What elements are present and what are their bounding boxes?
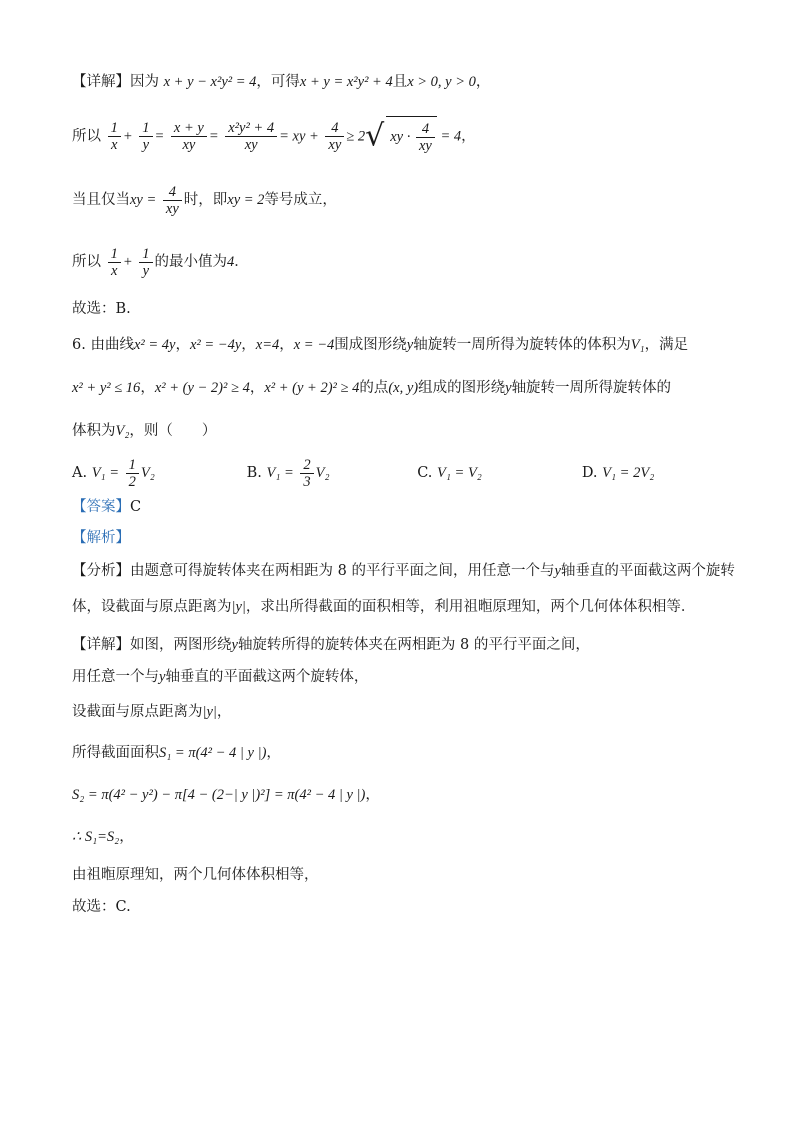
detail-tag: 【详解】 bbox=[72, 74, 130, 90]
text: ， bbox=[175, 337, 190, 353]
detail-line-5 bbox=[72, 784, 380, 806]
equation: x + y − x²y² = 4 bbox=[163, 74, 257, 90]
text: ，可得 bbox=[256, 74, 300, 90]
var: y bbox=[159, 669, 166, 685]
solution-line-4: 所以 $\frac{1}{x}$ + $\frac{1}{y}$ 的最小值为4． bbox=[72, 245, 249, 279]
option-b bbox=[247, 453, 413, 493]
text: 因为 bbox=[130, 74, 159, 90]
equation: x² + (y − 2)² ≥ 4 bbox=[154, 380, 250, 396]
equation: x > 0, y > 0 bbox=[407, 74, 476, 90]
answer-tag: 【答案】 bbox=[72, 499, 130, 515]
text: 如图，两图形绕 bbox=[130, 637, 232, 653]
fraction: $\frac{\text{x²y² + 4}}{xy}$ bbox=[225, 120, 277, 153]
equation: V₂ bbox=[140, 465, 155, 481]
options-row bbox=[72, 453, 732, 493]
text: ， bbox=[140, 380, 155, 396]
fraction: $\frac{1}{y}$ bbox=[139, 120, 152, 153]
analysis-tag bbox=[72, 527, 130, 549]
text: 用任意一个与 bbox=[72, 669, 159, 685]
equation: |y| bbox=[202, 704, 217, 720]
var: y bbox=[231, 637, 238, 653]
text: 的点 bbox=[359, 380, 389, 396]
text: 当且仅当 bbox=[72, 192, 130, 208]
text: 6. 由曲线 bbox=[72, 337, 134, 353]
option-a bbox=[72, 453, 242, 493]
text: 且 bbox=[392, 74, 408, 90]
var: y bbox=[406, 337, 414, 353]
text: 组成的图形绕 bbox=[418, 380, 506, 396]
fraction: $\frac{4}{xy}$ bbox=[325, 120, 344, 153]
equation: x + y = x²y² + 4 bbox=[299, 74, 393, 90]
equation: x=4 bbox=[255, 337, 280, 353]
fraction: $\frac{1}{x}$ bbox=[108, 246, 121, 279]
text: ，满足 bbox=[644, 337, 689, 353]
text: ， bbox=[365, 787, 380, 803]
fraction: $\frac{1}{2}$ bbox=[126, 457, 139, 490]
solution-line-3: 当且仅当xy = $\frac{4}{xy}$ 时，即xy = 2等号成立， bbox=[72, 183, 337, 217]
analysis-line-1 bbox=[72, 560, 735, 582]
answer-value: C bbox=[130, 499, 142, 515]
text: 轴垂直的平面截这两个旋转 bbox=[560, 563, 735, 579]
var: V₂ bbox=[115, 423, 130, 439]
option-d bbox=[582, 453, 654, 493]
choose-b: 故选：B. bbox=[72, 301, 131, 317]
fraction: $\frac{1}{x}$ bbox=[108, 120, 121, 153]
sqrt: xy · $\frac{4}{xy}$ bbox=[386, 116, 437, 157]
text: 轴旋转所得的旋转体夹在两相距为 8 的平行平面之间， bbox=[237, 637, 590, 653]
label: C. bbox=[417, 465, 433, 481]
equation: V₁ = 2V₂ bbox=[602, 465, 655, 481]
equation: x² = −4y bbox=[189, 337, 242, 353]
text: 体积为 bbox=[72, 423, 116, 439]
jiexi-tag: 【解析】 bbox=[72, 530, 130, 546]
equation: V₁ = V₂ bbox=[437, 465, 482, 481]
text: ， bbox=[216, 704, 232, 720]
detail-line-8: 故选：C. bbox=[72, 899, 131, 915]
text: ， bbox=[241, 337, 256, 353]
question-6-line-3 bbox=[72, 420, 216, 442]
text: 等号成立， bbox=[264, 192, 337, 208]
text: ， bbox=[279, 337, 294, 353]
var: y bbox=[505, 380, 512, 396]
fenxi-tag: 【分析】 bbox=[72, 563, 130, 579]
fraction: $\frac{x + y}{xy}$ bbox=[171, 120, 207, 153]
label: A. bbox=[72, 465, 88, 481]
text: ． bbox=[234, 254, 249, 270]
point: (x, y) bbox=[388, 380, 419, 396]
text: 轴垂直的平面截这两个旋转体， bbox=[165, 669, 369, 685]
text: 设截面与原点距离为 bbox=[72, 704, 203, 720]
detail-line-4 bbox=[72, 742, 281, 764]
detail-line-1 bbox=[72, 634, 590, 656]
fraction: $\frac{2}{3}$ bbox=[300, 457, 313, 490]
analysis-line-2 bbox=[72, 596, 695, 618]
equation: V₂ bbox=[315, 465, 330, 481]
equation: S₂ = π(4² − y²) − π[4 − (2−| y |)²] = π(4² − 4 | y |) bbox=[72, 787, 366, 803]
text: ，求出所得截面的面积相等，利用祖暅原理知，两个几何体体积相等． bbox=[245, 599, 696, 615]
question-6-line-2 bbox=[72, 377, 671, 399]
text: 轴旋转一周所得旋转体的 bbox=[511, 380, 672, 396]
text: 围成图形绕 bbox=[334, 337, 407, 353]
solution-line-1 bbox=[72, 71, 490, 93]
text: 所以 bbox=[72, 254, 101, 270]
text: ， bbox=[461, 128, 476, 145]
value: 4 bbox=[227, 254, 235, 270]
equation: x = −4 bbox=[293, 337, 335, 353]
label: D. bbox=[581, 465, 598, 481]
detail-line-6 bbox=[72, 826, 134, 848]
detail-line-3 bbox=[72, 701, 231, 723]
text: ， bbox=[266, 745, 281, 761]
text: 轴旋转一周所得为旋转体的体积为 bbox=[413, 337, 631, 353]
text: ， bbox=[119, 829, 134, 845]
var: V₁ bbox=[630, 337, 645, 353]
text: ， bbox=[249, 380, 265, 396]
equation: xy = 2 bbox=[227, 192, 265, 208]
equation: x² + (y + 2)² ≥ 4 bbox=[264, 380, 360, 396]
text: ， bbox=[475, 74, 491, 90]
question-6-line-1 bbox=[72, 334, 688, 356]
fraction: $\frac{4}{xy}$ bbox=[163, 184, 182, 217]
answer-line bbox=[72, 496, 141, 518]
equation: V₁ = bbox=[266, 465, 294, 481]
text: 所以 bbox=[72, 128, 101, 145]
label: B. bbox=[246, 465, 262, 481]
text: 的最小值为 bbox=[154, 254, 228, 270]
option-c bbox=[417, 453, 577, 493]
equation: x² = 4y bbox=[133, 337, 176, 353]
equation: ∴ S₁=S₂ bbox=[72, 829, 120, 845]
detail-line-7: 由祖暅原理知，两个几何体体积相等， bbox=[72, 867, 319, 883]
detail-tag-2: 【详解】 bbox=[72, 637, 130, 653]
var: y bbox=[554, 563, 561, 579]
text: 所得截面面积 bbox=[72, 745, 159, 761]
solution-line-2: 所以 $\frac{1}{x}$ + $\frac{1}{y}$ = $\frac{x + y}{xy}$ = $\frac{\text{x²y² + 4}}{xy}$ = xy + $\frac{4}{xy}$ ≥ 2√ xy · $\frac{4}{xy}$ = 4， bbox=[72, 116, 476, 157]
text: 时，即 bbox=[183, 192, 228, 208]
equation: |y| bbox=[231, 599, 246, 615]
equation: S₁ = π(4² − 4 | y |) bbox=[159, 745, 267, 761]
text: ，则（ ） bbox=[129, 423, 217, 439]
fraction: $\frac{1}{y}$ bbox=[139, 246, 152, 279]
text: 由题意可得旋转体夹在两相距为 8 的平行平面之间，用任意一个与 bbox=[130, 563, 555, 579]
equation: x² + y² ≤ 16 bbox=[72, 380, 141, 396]
text: 体，设截面与原点距离为 bbox=[72, 599, 232, 615]
detail-line-2 bbox=[72, 666, 368, 688]
equation: V₁ = bbox=[91, 465, 120, 481]
